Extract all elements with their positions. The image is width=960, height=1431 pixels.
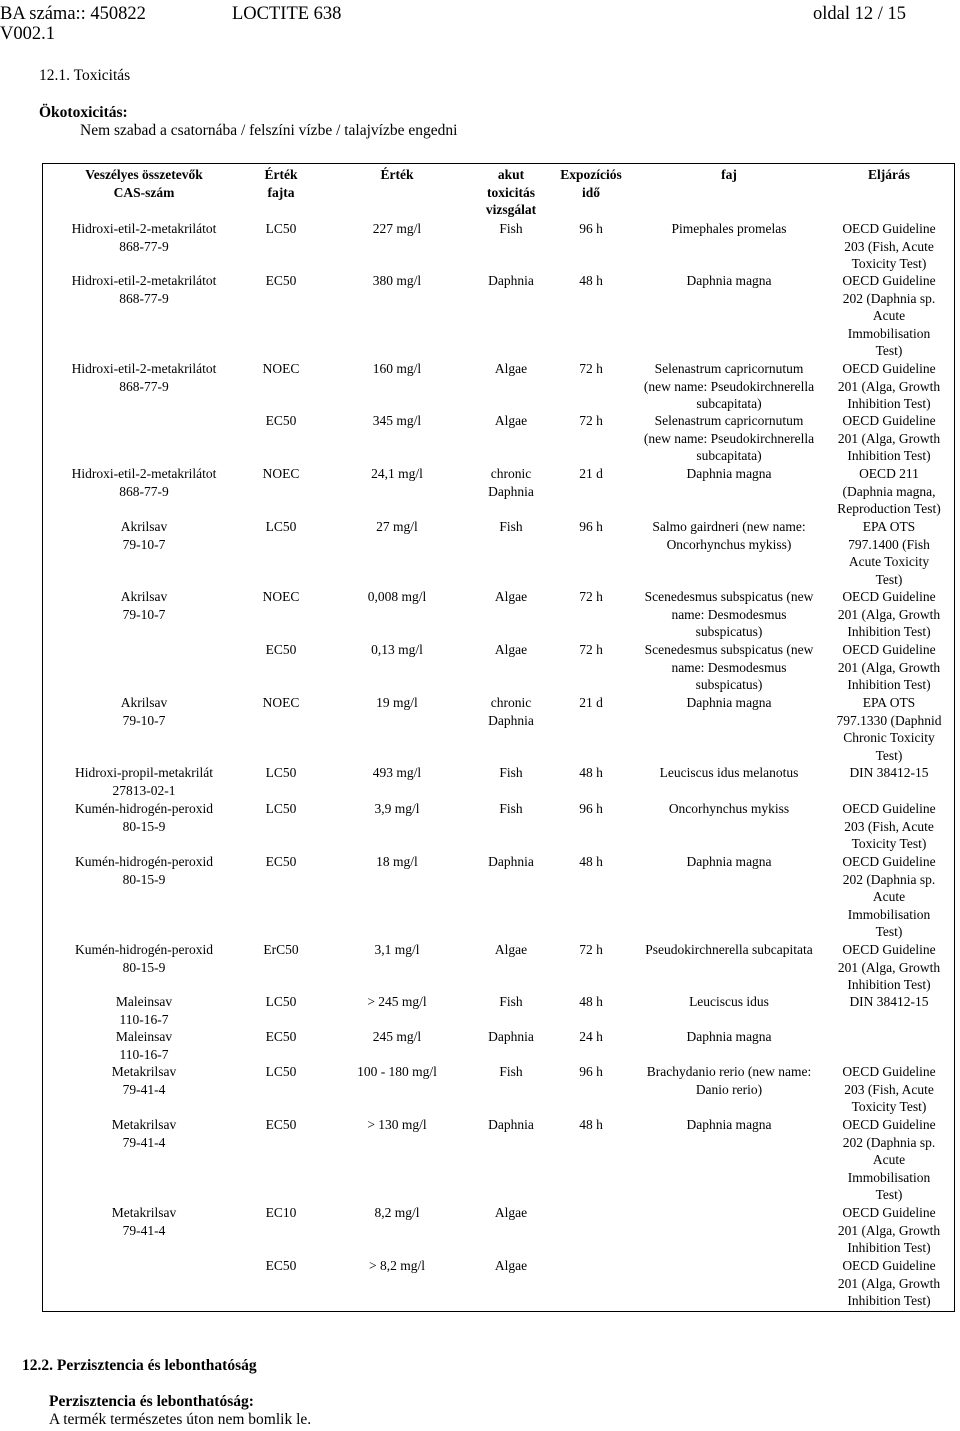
row-11-type-line: LC50	[265, 801, 297, 816]
row-13-substance-line: Kumén-hidrogén-peroxid	[75, 942, 213, 957]
row-15-exposure-time-line: 24 h	[579, 1029, 603, 1044]
row-10-method	[759, 764, 960, 782]
row-7-method-line: OECD Guideline	[842, 589, 936, 604]
row-8-method-line: Inhibition Test)	[847, 677, 931, 692]
persistence-title: Perzisztencia és lebonthatóság:	[49, 1393, 254, 1410]
row-17-exposure-time-line: 48 h	[579, 1117, 603, 1132]
row-16-method-line: 203 (Fish, Acute	[844, 1081, 934, 1097]
row-14-method-line: DIN 38412-15	[849, 994, 929, 1009]
row-17-substance-line: 79-41-4	[122, 1134, 166, 1150]
row-14-acute-test-line: Fish	[499, 994, 523, 1009]
persistence-text: A termék természetes úton nem bomlik le.	[49, 1411, 312, 1428]
row-5-method-line: Reproduction Test)	[837, 501, 941, 516]
row-2-substance-line: 868-77-9	[119, 290, 169, 306]
row-3-method-line: Inhibition Test)	[847, 396, 931, 411]
header-substance-line: Veszélyes összetevők	[85, 167, 203, 182]
header-exposure-time-line: idő	[581, 184, 600, 200]
row-17-acute-test-line: Daphnia	[488, 1117, 534, 1132]
row-19-acute-test-line: Algae	[494, 1258, 528, 1273]
row-5-species-line: Daphnia magna	[686, 466, 772, 481]
row-19-method-line: 201 (Alga, Growth	[837, 1275, 941, 1291]
row-5-type-line: NOEC	[262, 466, 300, 481]
row-4-exposure-time-line: 72 h	[579, 413, 603, 428]
row-11-exposure-time-line: 96 h	[579, 801, 603, 816]
row-3-substance-line: 868-77-9	[119, 378, 169, 394]
row-9-value-line: 19 mg/l	[376, 695, 418, 710]
doc-version: V002.1	[0, 24, 55, 44]
row-13-exposure-time-line: 72 h	[579, 942, 603, 957]
row-13-value-line: 3,1 mg/l	[374, 942, 420, 957]
row-6-exposure-time-line: 96 h	[579, 519, 603, 534]
row-16-type-line: LC50	[265, 1064, 297, 1079]
row-12-type-line: EC50	[265, 854, 297, 869]
row-2-acute-test-line: Daphnia	[488, 273, 534, 288]
row-13-acute-test-line: Algae	[494, 942, 528, 957]
header-acute-test-line: akut	[497, 167, 525, 182]
row-4-species-line: (new name: Pseudokirchnerella	[643, 430, 815, 446]
row-1-substance-line: 868-77-9	[119, 238, 169, 254]
row-3-acute-test-line: Algae	[494, 361, 528, 376]
section-title-persistence: 12.2. Perzisztencia és lebonthatóság	[22, 1357, 257, 1374]
row-2-type-line: EC50	[265, 273, 297, 288]
row-12-substance-line: Kumén-hidrogén-peroxid	[75, 854, 213, 869]
row-12-method-line: 202 (Daphnia sp.	[842, 871, 936, 887]
row-11-method-line: Toxicity Test)	[851, 836, 927, 851]
row-5-method-line: (Daphnia magna,	[842, 483, 936, 499]
row-7-substance-line: 79-10-7	[122, 606, 166, 622]
header-substance-line: CAS-szám	[113, 184, 175, 200]
row-6-method-line: EPA OTS	[862, 519, 916, 534]
row-6-method-line: 797.1400 (Fish	[848, 536, 930, 552]
row-4-method-line: Inhibition Test)	[847, 448, 931, 463]
row-17-species-line: Daphnia magna	[686, 1117, 772, 1132]
row-8-value-line: 0,13 mg/l	[371, 642, 423, 657]
row-1-type-line: LC50	[265, 221, 297, 236]
row-17-method-line: Acute	[872, 1152, 906, 1167]
row-14-type-line: LC50	[265, 994, 297, 1009]
row-11-method-line: 203 (Fish, Acute	[844, 818, 934, 834]
row-2-value-line: 380 mg/l	[372, 273, 422, 288]
row-7-method-line: 201 (Alga, Growth	[837, 606, 941, 622]
row-6-method	[759, 518, 960, 588]
row-6-method-line: Acute Toxicity	[848, 554, 930, 569]
row-14-value-line: > 245 mg/l	[367, 994, 427, 1009]
row-8-method	[759, 641, 960, 694]
row-12-method	[759, 853, 960, 941]
row-14-substance-line: Maleinsav	[115, 994, 173, 1009]
row-2-species-line: Daphnia magna	[686, 273, 772, 288]
row-16-acute-test-line: Fish	[499, 1064, 523, 1079]
row-13-type-line: ErC50	[263, 942, 299, 957]
row-11-substance-line: 80-15-9	[122, 818, 166, 834]
row-10-substance-line: Hidroxi-propil-metakrilát	[75, 765, 213, 780]
row-14-exposure-time-line: 48 h	[579, 994, 603, 1009]
row-8-species-line: subspicatus)	[695, 677, 763, 692]
row-15-type-line: EC50	[265, 1029, 297, 1044]
row-8-method-line: OECD Guideline	[842, 642, 936, 657]
header-method-line: Eljárás	[868, 167, 910, 182]
row-1-method-line: Toxicity Test)	[851, 256, 927, 271]
row-9-acute-test-line: Daphnia	[488, 712, 534, 728]
header-acute-test-line: vizsgálat	[485, 202, 537, 217]
ecotoxicity-title: Ökotoxicitás:	[39, 104, 128, 121]
section-title-toxicity: 12.1. Toxicitás	[39, 67, 131, 84]
row-3-type-line: NOEC	[262, 361, 300, 376]
row-9-species-line: Daphnia magna	[686, 695, 772, 710]
row-16-exposure-time-line: 96 h	[579, 1064, 603, 1079]
row-16-substance-line: Metakrilsav	[111, 1064, 177, 1079]
row-11-substance-line: Kumén-hidrogén-peroxid	[75, 801, 213, 816]
row-17-method-line: OECD Guideline	[842, 1117, 936, 1132]
row-7-acute-test-line: Algae	[494, 589, 528, 604]
row-18-method	[759, 1204, 960, 1257]
row-3-method-line: OECD Guideline	[842, 361, 936, 376]
row-3-exposure-time-line: 72 h	[579, 361, 603, 376]
header-species-line: faj	[721, 167, 737, 182]
row-9-type-line: NOEC	[262, 695, 300, 710]
ecotoxicity-text: Nem szabad a csatornába / felszíni vízbe / talajvízbe engedni	[80, 122, 458, 139]
row-12-species-line: Daphnia magna	[686, 854, 772, 869]
row-16-value-line: 100 - 180 mg/l	[357, 1064, 437, 1079]
row-2-method-line: Test)	[875, 343, 903, 358]
row-3-value-line: 160 mg/l	[372, 361, 422, 376]
row-19-type-line: EC50	[265, 1258, 297, 1273]
row-5-acute-test-line: chronic	[490, 466, 532, 481]
row-10-acute-test-line: Fish	[499, 765, 523, 780]
row-9-acute-test-line: chronic	[490, 695, 532, 710]
row-12-method-line: Immobilisation	[847, 906, 931, 922]
doc-number: BA száma:: 450822	[0, 4, 146, 24]
row-10-exposure-time-line: 48 h	[579, 765, 603, 780]
row-3-method-line: 201 (Alga, Growth	[837, 378, 941, 394]
row-17-method-line: 202 (Daphnia sp.	[842, 1134, 936, 1150]
row-14-substance-line: 110-16-7	[119, 1011, 169, 1027]
row-10-value-line: 493 mg/l	[372, 765, 422, 780]
row-18-method-line: 201 (Alga, Growth	[837, 1222, 941, 1238]
row-15-substance-line: Maleinsav	[115, 1029, 173, 1044]
row-6-value-line: 27 mg/l	[376, 519, 418, 534]
row-4-value-line: 345 mg/l	[372, 413, 422, 428]
row-18-acute-test-line: Algae	[494, 1205, 528, 1220]
row-9-exposure-time-line: 21 d	[579, 695, 603, 710]
row-12-value-line: 18 mg/l	[376, 854, 418, 869]
row-16-substance-line: 79-41-4	[122, 1081, 166, 1097]
row-5-method-line: OECD 211	[859, 466, 919, 481]
row-17-method-line: Test)	[875, 1187, 903, 1202]
row-1-species-line: Pimephales promelas	[671, 221, 787, 236]
row-5-substance-line: 868-77-9	[119, 483, 169, 499]
page-number: oldal 12 / 15	[813, 4, 907, 24]
row-13-method-line: Inhibition Test)	[847, 977, 931, 992]
row-4-method-line: OECD Guideline	[842, 413, 936, 428]
row-18-method-line: OECD Guideline	[842, 1205, 936, 1220]
row-9-method-line: Chronic Toxicity	[843, 730, 935, 745]
row-9-method-line: 797.1330 (Daphnid	[836, 712, 942, 728]
row-12-method-line: Test)	[875, 924, 903, 939]
row-11-method-line: OECD Guideline	[842, 801, 936, 816]
row-8-species-line: name: Desmodesmus	[671, 659, 787, 675]
row-4-acute-test-line: Algae	[494, 413, 528, 428]
row-16-species-line: Danio rerio)	[695, 1081, 763, 1097]
row-8-acute-test-line: Algae	[494, 642, 528, 657]
row-7-substance-line: Akrilsav	[120, 589, 168, 604]
row-8-method-line: 201 (Alga, Growth	[837, 659, 941, 675]
row-5-value-line: 24,1 mg/l	[371, 466, 423, 481]
row-6-substance-line: 79-10-7	[122, 536, 166, 552]
row-12-method-line: OECD Guideline	[842, 854, 936, 869]
row-11-method	[759, 800, 960, 853]
row-19-method-line: Inhibition Test)	[847, 1293, 931, 1308]
header-type-line: fajta	[267, 184, 295, 200]
row-6-method-line: Test)	[875, 571, 903, 587]
row-18-acute-test	[381, 1204, 641, 1222]
row-17-substance-line: Metakrilsav	[111, 1117, 177, 1132]
row-2-substance-line: Hidroxi-etil-2-metakrilátot	[71, 273, 217, 288]
row-9-method-line: Test)	[875, 747, 903, 763]
row-7-value-line: 0,008 mg/l	[367, 589, 427, 604]
row-13-method-line: 201 (Alga, Growth	[837, 959, 941, 975]
product-name: LOCTITE 638	[232, 4, 342, 24]
row-18-substance-line: 79-41-4	[122, 1222, 166, 1238]
row-1-method	[759, 220, 960, 273]
row-7-species-line: subspicatus)	[695, 624, 763, 639]
row-6-acute-test-line: Fish	[499, 519, 523, 534]
row-18-value-line: 8,2 mg/l	[374, 1205, 420, 1220]
row-8-species-line: Scenedesmus subspicatus (new	[644, 642, 814, 657]
row-12-exposure-time-line: 48 h	[579, 854, 603, 869]
row-7-species-line: Scenedesmus subspicatus (new	[644, 589, 814, 604]
row-15-substance-line: 110-16-7	[119, 1046, 169, 1062]
row-10-method-line: DIN 38412-15	[849, 765, 929, 780]
row-5-exposure-time-line: 21 d	[579, 466, 603, 481]
row-15-species-line: Daphnia magna	[686, 1029, 772, 1044]
row-11-acute-test-line: Fish	[499, 801, 523, 816]
row-11-value-line: 3,9 mg/l	[374, 801, 420, 816]
row-3-species-line: (new name: Pseudokirchnerella	[643, 378, 815, 394]
row-10-substance-line: 27813-02-1	[112, 782, 176, 798]
row-18-type-line: EC10	[265, 1205, 297, 1220]
row-13-species-line: Pseudokirchnerella subcapitata	[645, 942, 813, 957]
row-13-method	[759, 941, 960, 994]
row-1-method-line: OECD Guideline	[842, 221, 936, 236]
row-17-type-line: EC50	[265, 1117, 297, 1132]
row-2-method	[759, 272, 960, 360]
ecotoxicity-table	[42, 163, 955, 1312]
row-3-species-line: subcapitata)	[696, 396, 762, 411]
row-13-substance-line: 80-15-9	[122, 959, 166, 975]
row-11-species-line: Oncorhynchus mykiss	[668, 801, 790, 816]
row-8-type-line: EC50	[265, 642, 297, 657]
row-1-value-line: 227 mg/l	[372, 221, 422, 236]
row-6-species-line: Salmo gairdneri (new name:	[652, 519, 806, 534]
row-12-method-line: Acute	[872, 889, 906, 904]
header-acute-test-line: toxicitás	[487, 184, 535, 200]
row-6-species-line: Oncorhynchus mykiss)	[666, 536, 792, 552]
row-2-method-line: OECD Guideline	[842, 273, 936, 288]
row-4-type-line: EC50	[265, 413, 297, 428]
row-7-exposure-time-line: 72 h	[579, 589, 603, 604]
row-4-species-line: subcapitata)	[696, 448, 762, 463]
row-2-method-line: Immobilisation	[847, 325, 931, 341]
row-19-value-line: > 8,2 mg/l	[369, 1258, 425, 1273]
row-1-exposure-time-line: 96 h	[579, 221, 603, 236]
row-18-method-line: Inhibition Test)	[847, 1240, 931, 1255]
row-9-method	[759, 694, 960, 764]
row-13-method-line: OECD Guideline	[842, 942, 936, 957]
row-17-method	[759, 1116, 960, 1204]
row-16-method-line: Toxicity Test)	[851, 1099, 927, 1114]
row-5-substance-line: Hidroxi-etil-2-metakrilátot	[71, 466, 217, 481]
row-15-value-line: 245 mg/l	[372, 1029, 422, 1044]
header-exposure-time-line: Expozíciós	[560, 167, 622, 182]
row-14-method	[759, 993, 960, 1011]
row-7-method-line: Inhibition Test)	[847, 624, 931, 639]
row-19-method	[759, 1257, 960, 1310]
row-5-acute-test-line: Daphnia	[488, 483, 534, 499]
row-12-substance-line: 80-15-9	[122, 871, 166, 887]
row-8-exposure-time-line: 72 h	[579, 642, 603, 657]
row-14-species-line: Leuciscus idus	[689, 994, 769, 1009]
row-16-method	[759, 1063, 960, 1116]
row-15-species	[599, 1028, 859, 1046]
row-17-method-line: Immobilisation	[847, 1169, 931, 1185]
row-18-substance-line: Metakrilsav	[111, 1205, 177, 1220]
row-3-method	[759, 360, 960, 413]
row-7-species-line: name: Desmodesmus	[671, 606, 787, 622]
row-2-exposure-time-line: 48 h	[579, 273, 603, 288]
row-7-type-line: NOEC	[262, 589, 300, 604]
row-12-acute-test-line: Daphnia	[488, 854, 534, 869]
header-type-line: Érték	[264, 167, 298, 182]
row-10-species-line: Leuciscus idus melanotus	[659, 765, 799, 780]
row-16-species-line: Brachydanio rerio (new name:	[646, 1064, 812, 1079]
row-2-method-line: Acute	[872, 308, 906, 323]
row-1-substance-line: Hidroxi-etil-2-metakrilátot	[71, 221, 217, 236]
header-value-line: Érték	[380, 167, 414, 182]
row-3-species-line: Selenastrum capricornutum	[654, 361, 804, 376]
row-10-type-line: LC50	[265, 765, 297, 780]
row-4-method-line: 201 (Alga, Growth	[837, 430, 941, 446]
row-19-method-line: OECD Guideline	[842, 1258, 936, 1273]
row-15-acute-test-line: Daphnia	[488, 1029, 534, 1044]
row-5-method	[759, 465, 960, 518]
row-1-method-line: 203 (Fish, Acute	[844, 238, 934, 254]
row-6-substance-line: Akrilsav	[120, 519, 168, 534]
row-3-substance-line: Hidroxi-etil-2-metakrilátot	[71, 361, 217, 376]
row-7-method	[759, 588, 960, 641]
row-9-substance-line: 79-10-7	[122, 712, 166, 728]
row-2-method-line: 202 (Daphnia sp.	[842, 290, 936, 306]
row-4-species-line: Selenastrum capricornutum	[654, 413, 804, 428]
row-9-method-line: EPA OTS	[862, 695, 916, 710]
row-9-substance-line: Akrilsav	[120, 695, 168, 710]
row-19-acute-test	[381, 1257, 641, 1275]
row-17-value-line: > 130 mg/l	[367, 1117, 427, 1132]
row-1-acute-test-line: Fish	[499, 221, 523, 236]
row-6-type-line: LC50	[265, 519, 297, 534]
header-method	[759, 166, 960, 184]
row-16-method-line: OECD Guideline	[842, 1064, 936, 1079]
row-4-method	[759, 412, 960, 465]
